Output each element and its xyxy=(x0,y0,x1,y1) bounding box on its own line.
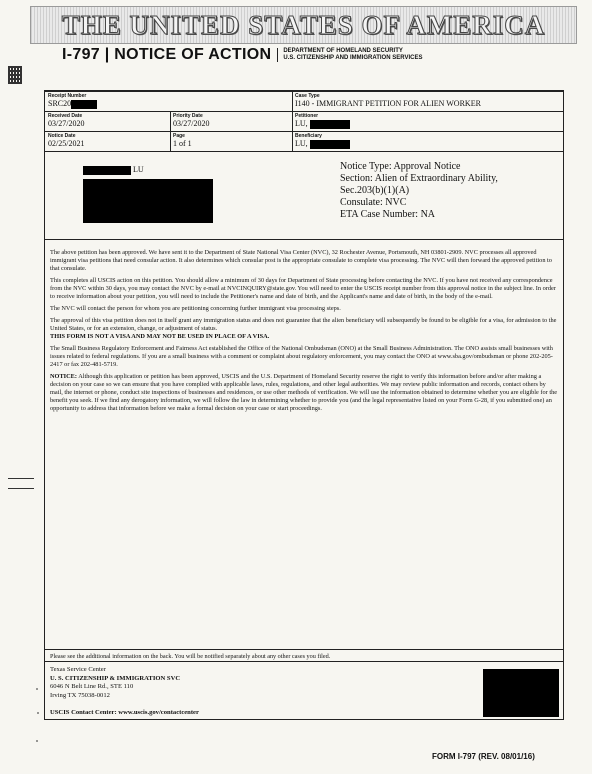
grid-line xyxy=(170,111,171,151)
not-a-visa-warning xyxy=(50,333,558,341)
notice-section-1: Section: Alien of Extraordinary Ability, xyxy=(340,173,498,184)
margin-mark xyxy=(8,478,34,479)
department-block xyxy=(277,48,422,62)
body-paragraph-6 xyxy=(50,373,558,413)
body-paragraph-1: The above petition has been approved. We have sent it to the Department of State National Visa Center (NVC), 32 Rochester Avenue, Portsmouth, NH 03801-2909. NVC processes all approved immigrant visa petitions that need consular action. It also determines which consular post is the appropriate consulate to complete visa processing. The NVC will then forward the approved petition to that consulate. xyxy=(50,249,552,272)
beneficiary-label: Beneficiary xyxy=(295,133,322,139)
addressee-name-line xyxy=(83,165,283,175)
redaction-block xyxy=(71,100,97,109)
dept-line-2: U.S. CITIZENSHIP AND IMMIGRATION SERVICES xyxy=(283,55,423,61)
petitioner-value: LU, xyxy=(295,119,308,128)
body-paragraph-4 xyxy=(50,317,558,333)
grid-line xyxy=(45,131,563,132)
address-line-3: 6046 N Belt Line Rd., STE 110 xyxy=(50,683,134,690)
notice-label: NOTICE: xyxy=(50,373,77,380)
grid-line xyxy=(45,661,563,662)
footer-note: Please see the additional information on the back. You will be notified separately about any other cases you filed. xyxy=(50,653,331,660)
page-label: Page xyxy=(173,133,185,139)
beneficiary-value: LU, xyxy=(295,139,308,148)
notice-date-cell xyxy=(48,133,166,149)
receipt-number-label: Receipt Number xyxy=(48,93,87,99)
page-cell xyxy=(173,133,288,149)
grid-line xyxy=(45,111,563,112)
received-date-value: 03/27/2020 xyxy=(48,119,85,128)
scan-artifact xyxy=(36,688,38,690)
form-number: FORM I-797 (REV. 08/01/16) xyxy=(432,752,535,761)
petitioner-line xyxy=(295,119,560,129)
petitioner-label: Petitioner xyxy=(295,113,319,119)
grid-line xyxy=(45,151,563,152)
beneficiary-cell xyxy=(295,133,560,149)
address-line-2: U. S. CITIZENSHIP & IMMIGRATION SVC xyxy=(50,674,181,682)
margin-mark xyxy=(8,488,34,489)
grid-line xyxy=(45,649,563,650)
redaction-block xyxy=(310,140,350,149)
body-paragraph-5: The Small Business Regulatory Enforcement and Fairness Act established the Office of the National Ombudsman (ONO) at the Small Business Administration. The ONO assists small businesses with issues related to federal regulations. If you are a small business with a comment or complaint about regulatory enforcement, you may contact the ONO at www.sba.gov/ombudsman or phone 202-205-2417 or fax 202-481-5719. xyxy=(50,345,553,368)
notice-date-value: 02/25/2021 xyxy=(48,139,85,148)
receipt-number-line xyxy=(48,99,288,109)
notice-date-label: Notice Date xyxy=(48,133,76,139)
contact-center: USCIS Contact Center: www.uscis.gov/contactcenter xyxy=(50,709,199,716)
addressee-block xyxy=(83,165,283,235)
priority-date-value: 03/27/2020 xyxy=(173,119,210,128)
case-type-value: I140 - IMMIGRANT PETITION FOR ALIEN WORKER xyxy=(295,99,481,108)
redaction-block xyxy=(483,669,559,717)
received-date-cell xyxy=(48,113,166,129)
notice-type: Notice Type: Approval Notice xyxy=(340,161,461,172)
redaction-block xyxy=(83,166,131,175)
body-paragraph-4-text: The approval of this visa petition does not in itself grant any immigration status and does not guarantee that the alien beneficiary will subsequently be found to be eligible for a visa, for admission to the United States, or for an extension, change, or adjustment of status. xyxy=(50,317,557,332)
barcode-icon xyxy=(8,66,22,84)
page-value: 1 of 1 xyxy=(173,139,192,148)
banner-title: THE UNITED STATES OF AMERICA xyxy=(61,9,546,40)
priority-date-label: Priority Date xyxy=(173,113,203,119)
grid-line xyxy=(45,91,563,92)
address-line-4: Irving TX 75038-0012 xyxy=(50,691,110,699)
scan-artifact xyxy=(36,740,38,742)
form-title: I-797 | NOTICE OF ACTION xyxy=(62,46,272,63)
notice-consulate: Consulate: NVC xyxy=(340,197,407,208)
notice-details xyxy=(340,161,565,241)
notice-section-2: Sec.203(b)(1)(A) xyxy=(340,185,410,196)
notice-body xyxy=(50,249,558,417)
body-paragraph-3: The NVC will contact the person for whom you are petitioning concerning further immigrant visa processing steps. xyxy=(50,305,341,312)
body-paragraph-6-text: Although this application or petition has been approved, USCIS and the U.S. Department of Homeland Security reserve the right to verify this information before and/or after making a decision on your case so we can ensure that you have complied with applicable laws, rules, regulations, and other legal authorities. We may review public information and records, contact others by mail, the internet or phone, conduct site inspections of businesses and residences, or use other methods of verification. We will use the information obtained to determine whether you are eligible for the benefit you seek. If we find any derogatory information, we will follow the law in determining whether to provide you (and the legal representative listed on your Form G-28, if you submitted one) an opportunity to address that information before we make a formal decision on your case or start proceedings. xyxy=(50,373,558,412)
receipt-number-cell xyxy=(48,93,288,109)
notice-frame xyxy=(44,90,564,720)
petitioner-cell xyxy=(295,113,560,129)
grid-line xyxy=(292,91,293,151)
received-date-label: Received Date xyxy=(48,113,83,119)
seal-banner xyxy=(30,6,577,44)
address-line-1: Texas Service Center xyxy=(50,666,106,673)
receipt-number-value: SRC20 xyxy=(48,99,72,108)
dept-line-1: DEPARTMENT OF HOMELAND SECURITY xyxy=(283,48,403,54)
case-type-label: Case Type xyxy=(295,93,320,99)
addressee-name: LU xyxy=(133,165,144,174)
scan-artifact xyxy=(37,712,39,714)
not-a-visa-text: THIS FORM IS NOT A VISA AND MAY NOT BE USED IN PLACE OF A VISA. xyxy=(50,333,270,340)
body-paragraph-2: This completes all USCIS action on this petition. You should allow a minimum of 30 days for Department of State processing before contacting the NVC. If you have not received any correspondence from the NVC within 30 days, you may contact the NVC by e-mail at NVCINQUIRY@state.gov. You will need to enter the USCIS receipt number from this approval notice in the subject line. In order to receive information about your petition, you will need to include the Petitioner's name and date of birth, and the Applicant's name and date of birth, in the body of the e-mail. xyxy=(50,277,556,300)
beneficiary-line xyxy=(295,139,560,149)
case-type-cell xyxy=(295,93,560,109)
priority-date-cell xyxy=(173,113,288,129)
notice-eta: ETA Case Number: NA xyxy=(340,209,436,220)
redaction-block xyxy=(310,120,350,129)
form-header xyxy=(62,44,422,66)
redaction-block xyxy=(83,179,213,223)
service-center-address xyxy=(50,666,180,700)
